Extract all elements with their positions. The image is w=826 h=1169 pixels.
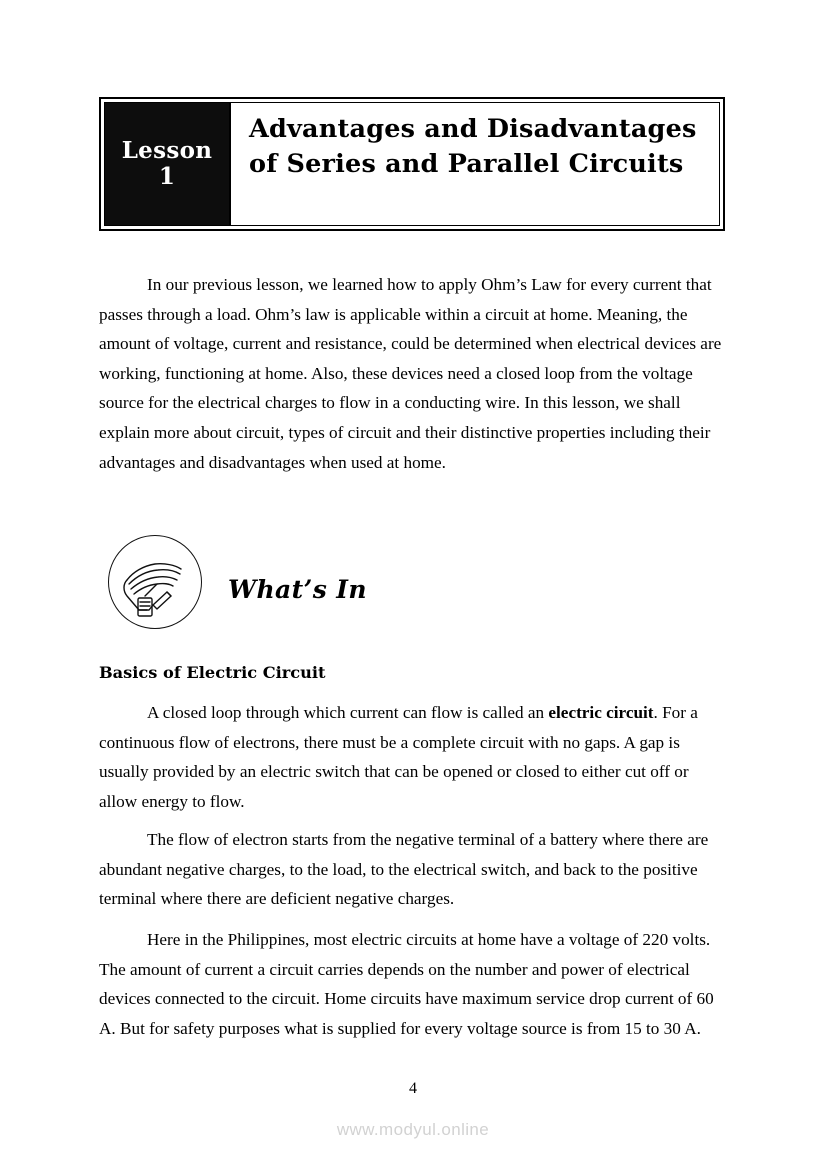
intro-paragraph — [99, 270, 726, 477]
hand-writing-circle-icon — [108, 535, 202, 629]
philippines-text: Here in the Philippines, most electric circuits at home have a voltage of 220 volts. The amount of current a circuit carries depends on the number and power of electrical devices connected to the circuit. Home circuits have maximum service drop current of 60 A. But for safety purposes what is supplied for every voltage source is from 15 to 30 A. — [99, 930, 714, 1038]
section-subheading: Basics of Electric Circuit — [99, 663, 326, 682]
whats-in-section — [108, 535, 528, 635]
electron-flow-paragraph — [99, 825, 726, 914]
circuit-paragraph — [99, 698, 726, 816]
watermark: www.modyul.online — [336, 1120, 490, 1139]
electron-flow-text: The flow of electron starts from the negative terminal of a battery where there are abundant negative charges, to the load, to the electrical switch, and back to the positive terminal where there are deficient negative charges. — [99, 830, 709, 909]
philippines-paragraph — [99, 925, 726, 1043]
lesson-number: 1 — [158, 163, 176, 190]
circuit-paragraph-part1: A closed loop through which current can flow is called an — [147, 703, 549, 722]
lesson-title: Advantages and Disadvantages of Series and Parallel Circuits — [229, 103, 719, 225]
whats-in-label: What’s In — [228, 575, 367, 604]
lesson-header-inner-border — [104, 102, 720, 226]
lesson-header-box — [99, 97, 725, 231]
circuit-paragraph-part2: . For a continuous flow of electrons, there must be a complete circuit with no gaps. A gap is usually provided by an electric switch that can be opened or closed to either cut off or allow energy to flow. — [99, 703, 698, 811]
lesson-label: Lesson — [121, 137, 213, 165]
page-number: 4 — [409, 1080, 417, 1097]
lesson-number-badge — [105, 103, 229, 225]
electric-circuit-term: electric circuit — [548, 703, 654, 722]
intro-paragraph-text: In our previous lesson, we learned how to apply Ohm’s Law for every current that passes through a load. Ohm’s law is applicable within a circuit at home. Meaning, the amount of voltage, current and resistance, could be determined when electrical devices are working, functioning at home. Also, these devices need a closed loop from the voltage source for the electrical charges to flow in a conducting wire. In this lesson, we shall explain more about circuit, types of circuit and their distinctive properties including their advantages and disadvantages when used at home. — [99, 275, 722, 472]
